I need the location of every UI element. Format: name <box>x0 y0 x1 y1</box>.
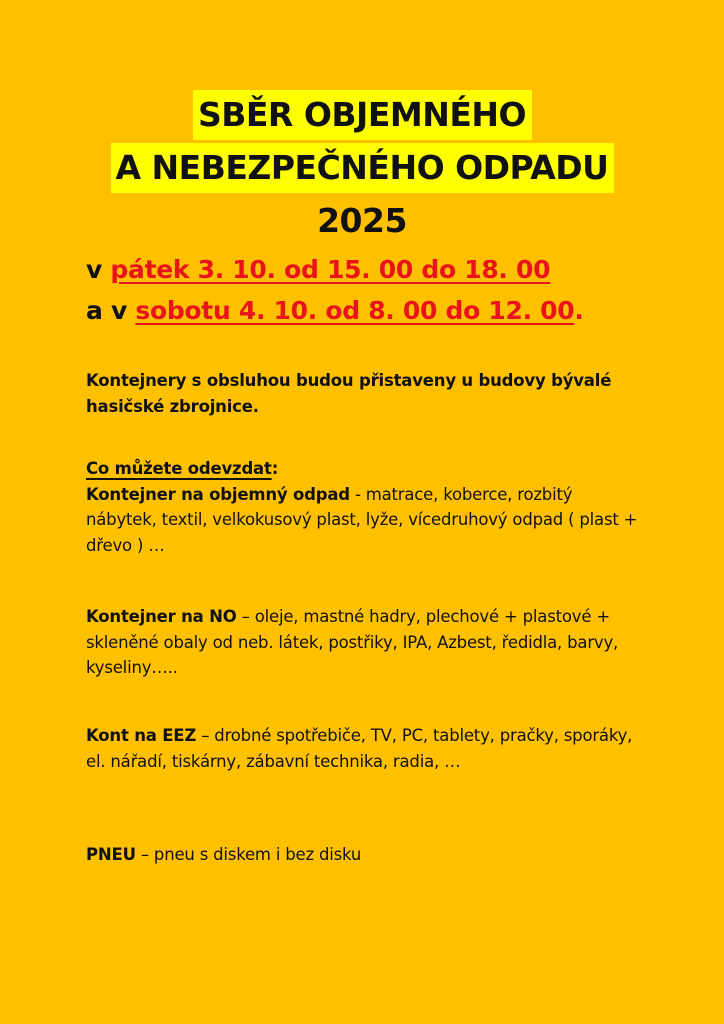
item-separator: – <box>196 726 215 745</box>
accepted-heading-colon: : <box>271 459 279 478</box>
saturday-date: sobotu 4. 10. od 8. 00 do 12. 00 <box>135 296 575 325</box>
item-text: pneu s diskem i bez disku <box>153 845 362 864</box>
year-text: 2025 <box>317 201 407 240</box>
item-separator: - <box>349 484 366 504</box>
title-highlight: SBĚR OBJEMNÉHO <box>193 90 532 140</box>
date-prefix: v <box>86 255 111 284</box>
item-label: Kontejner na objemný odpad <box>86 484 350 504</box>
item-separator: – <box>135 845 154 864</box>
date-prefix: a v <box>86 296 136 325</box>
list-item-hazardous <box>86 604 646 681</box>
title-year <box>0 196 724 246</box>
date-line-friday <box>86 250 550 290</box>
list-item-tyres <box>86 842 646 868</box>
title-line-2 <box>0 143 724 193</box>
item-label: PNEU <box>86 845 136 864</box>
item-text: matrace, koberce, rozbitý nábytek, textil, velkokusový plast, lyže, vícedruhový odpad ( plast + dřevo ) … <box>86 484 638 555</box>
item-label: Kontejner na NO <box>86 607 237 626</box>
title-highlight: A NEBEZPEČNÉHO ODPADU <box>111 143 614 193</box>
list-item-electronics <box>86 723 646 774</box>
date-line-saturday <box>86 291 584 331</box>
title-line-1 <box>0 90 724 140</box>
item-text: drobné spotřebiče, TV, PC, tablety, pračky, sporáky, el. nářadí, tiskárny, zábavní technika, radia, … <box>86 726 633 771</box>
location-note: Kontejnery s obsluhou budou přistaveny u budovy bývalé hasičské zbrojnice. <box>86 371 612 416</box>
accepted-heading <box>86 456 646 482</box>
item-text: oleje, mastné hadry, plechové + plastové + skleněné obaly od neb. látek, postřiky, IPA, Azbest, ředidla, barvy, kyseliny….. <box>86 607 619 677</box>
accepted-section <box>86 456 646 558</box>
date-suffix: . <box>574 296 584 325</box>
item-separator: – <box>236 607 255 626</box>
accepted-heading-text: Co můžete odevzdat <box>86 459 272 478</box>
friday-date: pátek 3. 10. od 15. 00 do 18. 00 <box>110 255 551 284</box>
item-label: Kont na EEZ <box>86 726 197 745</box>
list-item-bulky <box>86 482 646 559</box>
